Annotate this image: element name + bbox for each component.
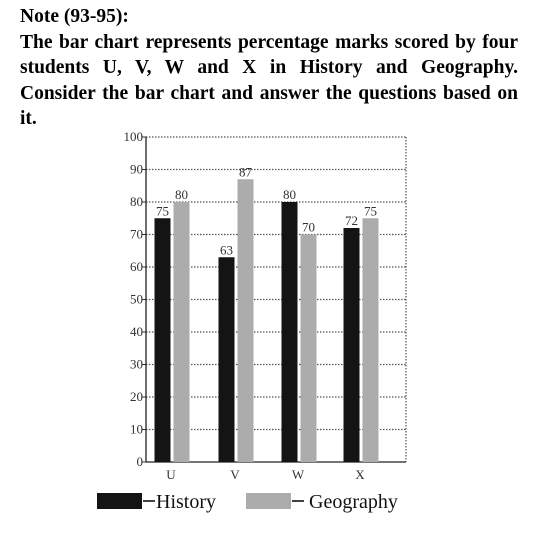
legend-swatch-geography <box>246 493 291 509</box>
legend-label-history: History <box>156 491 216 513</box>
y-tick-label: 0 <box>136 454 143 469</box>
y-tick-label: 30 <box>130 356 143 372</box>
y-tick-label: 100 <box>123 129 143 144</box>
bar-geography-V <box>238 179 254 462</box>
data-label: 75 <box>364 203 377 219</box>
y-tick-label: 90 <box>130 161 143 177</box>
bar-geography-U <box>174 202 190 462</box>
data-label: 75 <box>156 203 169 219</box>
category-label: V <box>230 467 240 482</box>
data-label: 80 <box>283 187 296 202</box>
note-body: The bar chart represents percentage marks scored by four students U, V, W and X in History and Geography. Consider the bar chart and answer the questions based on it. <box>20 31 518 129</box>
bar-history-V <box>219 257 235 462</box>
bar-geography-X <box>363 218 379 462</box>
data-label: 87 <box>239 164 252 180</box>
data-label: 63 <box>220 242 233 258</box>
data-label: 72 <box>345 213 358 228</box>
bar-geography-W <box>301 235 317 463</box>
y-tick-label: 40 <box>130 324 143 339</box>
category-label: U <box>166 467 176 482</box>
y-tick-label: 20 <box>130 389 143 404</box>
bar-history-U <box>155 218 171 462</box>
legend-swatch-history <box>97 493 142 509</box>
y-tick-label: 10 <box>130 421 143 437</box>
legend-label-geography: Geography <box>309 491 398 513</box>
data-label: 80 <box>175 187 188 202</box>
data-label: 70 <box>302 219 315 235</box>
category-label: W <box>291 467 305 482</box>
y-tick-label: 70 <box>130 226 143 242</box>
bar-history-X <box>344 228 360 462</box>
category-label: X <box>355 467 365 482</box>
y-tick-label: 50 <box>130 291 143 307</box>
bar-history-W <box>282 202 298 462</box>
legend <box>97 491 398 513</box>
note-title: Note (93-95): <box>20 6 129 27</box>
y-tick-label: 80 <box>130 194 143 209</box>
y-tick-label: 60 <box>130 259 143 274</box>
